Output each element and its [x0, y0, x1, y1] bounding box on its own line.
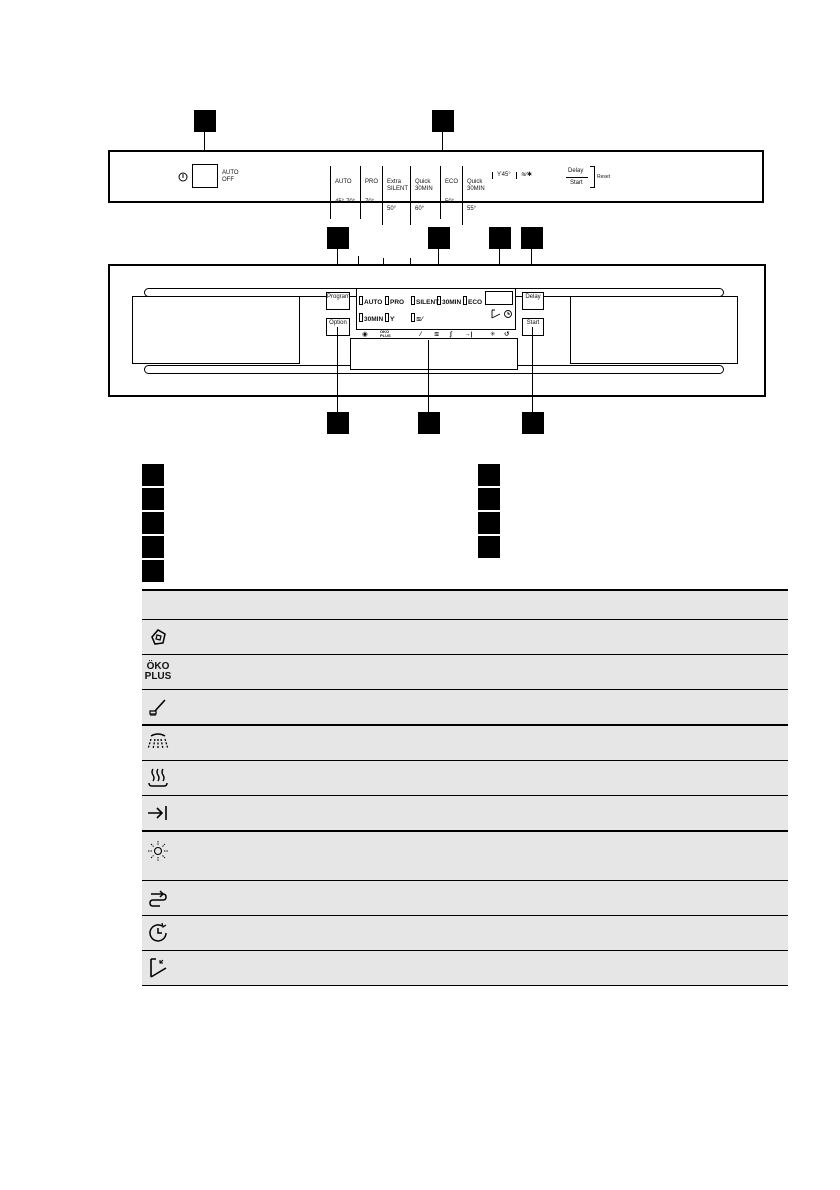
drying-icon	[146, 767, 170, 789]
indicator-label: 30MIN	[442, 299, 462, 306]
oko-plus-indicator: ÖKO PLUS	[380, 329, 391, 338]
program-name: Quick 30MIN	[467, 179, 485, 192]
callout-5	[489, 227, 511, 249]
glass-icon: Ƴ	[497, 172, 502, 178]
reset-bracket	[590, 166, 595, 188]
end-arrow-icon	[146, 803, 170, 823]
legend-row-end	[142, 796, 788, 832]
callout-3	[327, 227, 349, 249]
callout-7	[327, 412, 349, 434]
timer-icon	[147, 922, 169, 944]
legend-row-timer	[142, 916, 788, 951]
door-open-icon	[147, 957, 169, 979]
program-temp: 70°	[365, 198, 375, 205]
program-temp: 55°	[467, 205, 477, 212]
program-name: Extra SILENT	[387, 179, 409, 192]
callout-4	[428, 227, 450, 249]
program-eco[interactable]	[440, 166, 458, 219]
power-icon	[178, 172, 188, 182]
glass-temp: 45°	[501, 172, 511, 178]
program-temp: 60°	[415, 205, 425, 212]
top-control-panel	[108, 150, 764, 212]
drying-icon: ∫	[450, 331, 452, 338]
reset-label: Reset	[597, 174, 611, 180]
delay-start-divider	[566, 177, 588, 178]
program-temp: 50°	[445, 198, 455, 205]
indicator-glass	[385, 313, 395, 324]
auto-off-label: AUTO OFF	[222, 170, 239, 183]
cycle-icon: ↺	[504, 331, 510, 338]
legend-box-1	[142, 464, 164, 486]
time-display	[485, 291, 513, 305]
icon-legend-table	[142, 589, 788, 986]
tablet-icon: ◉	[362, 331, 368, 338]
legend-row-oko-plus	[142, 655, 788, 690]
brush-icon: ∕	[420, 331, 422, 338]
legend-row-spray	[142, 726, 788, 761]
oko-plus-icon: ÖKO PLUS	[144, 660, 172, 682]
indicator-light	[411, 313, 415, 322]
legend-header-row	[142, 591, 788, 620]
timer-icon	[503, 309, 513, 319]
indicator-area	[356, 288, 516, 330]
lower-display-window	[350, 338, 518, 370]
indicator-light	[385, 296, 389, 305]
legend-box-5	[142, 560, 164, 582]
indicator-light	[463, 296, 467, 305]
indicator-30min-quick	[359, 313, 383, 324]
brush-icon	[147, 697, 169, 717]
legend-row-light	[142, 832, 788, 881]
indicator-label: 30MIN	[364, 316, 384, 323]
legend-row-drying	[142, 761, 788, 796]
machine-care-icon: ≋∕	[416, 316, 423, 323]
on-off-button[interactable]	[192, 164, 218, 188]
callout-8	[418, 412, 440, 434]
main-control-panel	[108, 264, 766, 397]
glass-icon: Ƴ	[390, 316, 396, 323]
indicator-machine-care	[411, 313, 423, 324]
program-name: ECO	[445, 179, 459, 186]
legend-row-cycle	[142, 881, 788, 916]
cycle-icon	[147, 888, 169, 908]
legend-box-6	[478, 464, 500, 486]
callout-2	[432, 110, 454, 132]
indicator-label: SILENT	[416, 299, 440, 306]
delay-label: Delay	[568, 168, 584, 174]
indicator-30min	[437, 296, 461, 307]
program-machine-care[interactable]	[516, 172, 532, 179]
indicator-light	[411, 296, 415, 305]
start-button[interactable]: Start	[522, 318, 544, 336]
machine-care-icon: ≋∕✱	[521, 172, 533, 178]
legend-row-door	[142, 951, 788, 986]
program-button[interactable]: Program	[326, 292, 350, 310]
legend-box-9	[478, 536, 500, 558]
callout-9	[522, 412, 544, 434]
spray-arms-icon: ≋	[434, 331, 440, 338]
legend-box-4	[142, 536, 164, 558]
door-open-icon	[491, 309, 501, 319]
program-glass[interactable]	[492, 172, 511, 179]
program-extra-silent[interactable]	[382, 166, 408, 225]
program-quick-30min-60[interactable]	[410, 166, 433, 225]
indicator-label: PRO	[390, 299, 405, 306]
indicator-label: ECO	[468, 299, 483, 306]
delay-button[interactable]: Delay	[522, 292, 544, 310]
leader-7	[337, 327, 338, 413]
legend-row-tablet	[142, 620, 788, 655]
option-button[interactable]: Option	[326, 318, 350, 336]
program-pro[interactable]	[360, 166, 378, 219]
indicator-silent	[411, 296, 439, 307]
indicator-eco	[463, 296, 482, 307]
legend-box-8	[478, 512, 500, 534]
tablet-icon	[148, 627, 168, 647]
callout-1	[194, 110, 216, 132]
indicator-label: AUTO	[364, 299, 383, 306]
program-temp: 50°	[387, 205, 397, 212]
spray-arms-icon	[146, 733, 170, 753]
program-auto[interactable]	[330, 166, 355, 219]
legend-box-2	[142, 488, 164, 510]
leader-8	[428, 340, 429, 414]
legend-box-3	[142, 512, 164, 534]
program-name: AUTO	[335, 179, 352, 186]
end-arrow-icon: →|	[464, 331, 473, 338]
indicator-pro	[385, 296, 404, 307]
leader-9	[532, 327, 533, 413]
legend-row-brush	[142, 690, 788, 726]
indicator-auto	[359, 296, 382, 307]
sun-light-icon	[147, 840, 169, 862]
indicator-light	[359, 313, 363, 322]
right-panel-window	[570, 296, 738, 364]
indicator-light	[437, 296, 441, 305]
indicator-light	[385, 313, 389, 322]
program-name: Quick 30MIN	[415, 179, 433, 192]
sun-light-icon: ✳	[490, 331, 496, 338]
callout-6	[521, 227, 543, 249]
program-quick-30min-55[interactable]	[462, 166, 485, 225]
left-panel-window	[132, 296, 300, 364]
start-label: Start	[570, 180, 583, 186]
indicator-light	[359, 296, 363, 305]
legend-box-7	[478, 488, 500, 510]
program-temp: 45°-70°	[335, 198, 356, 205]
program-name: PRO	[365, 179, 379, 186]
